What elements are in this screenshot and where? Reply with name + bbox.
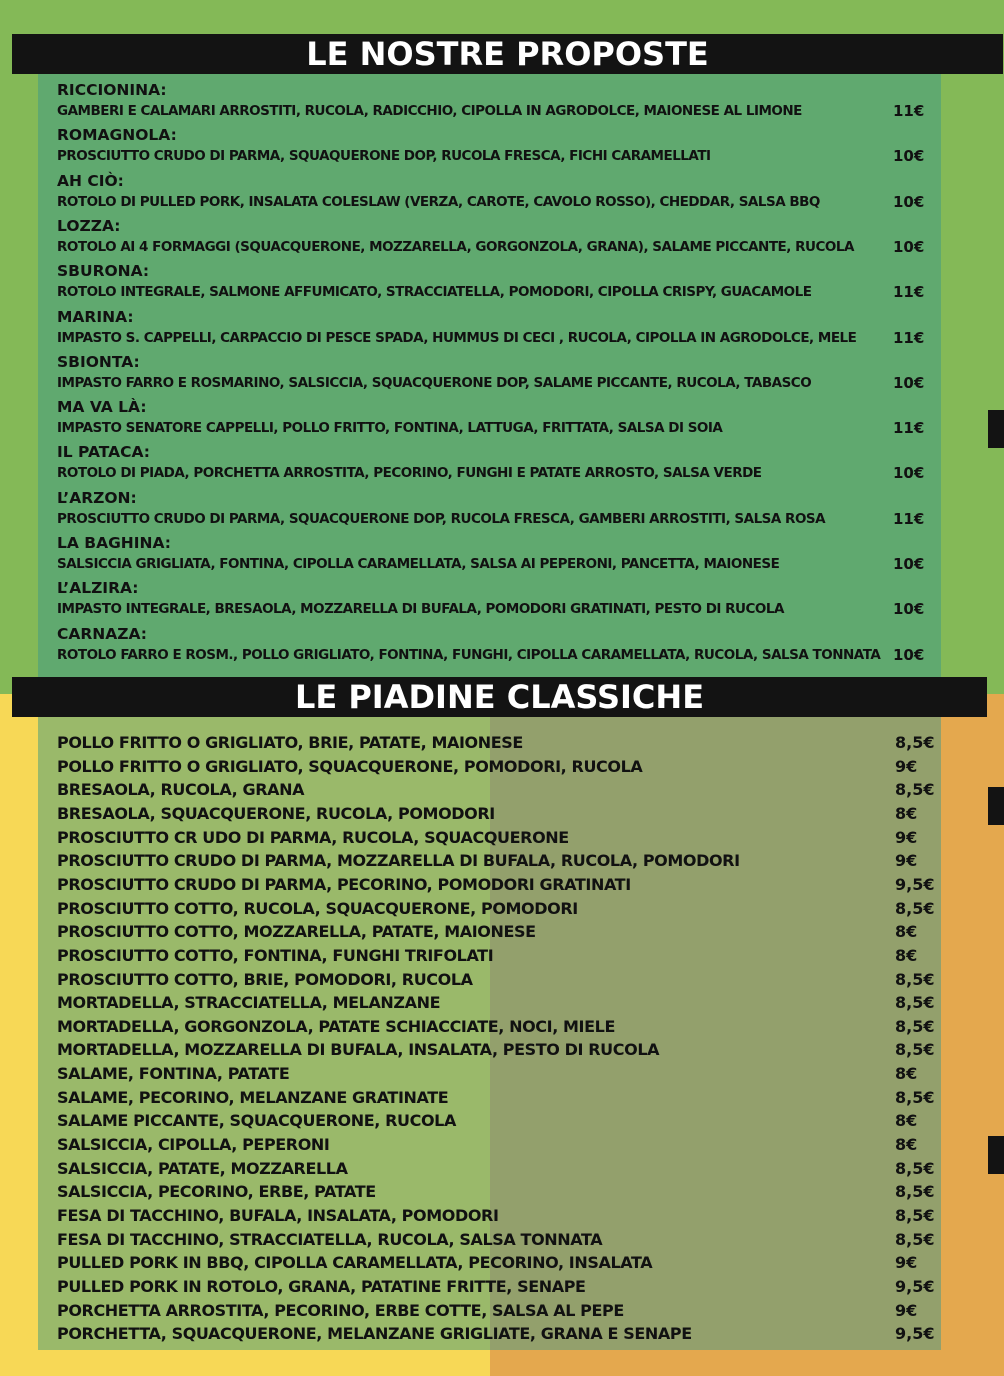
- menu-item-price: 10€: [893, 600, 925, 619]
- menu-item-price: 10€: [893, 555, 925, 573]
- classic-item-price: 8,5€: [895, 1182, 935, 1202]
- classic-item: [57, 1204, 937, 1227]
- classic-item-price: 8,5€: [895, 780, 935, 800]
- menu-item-description: ROTOLO AI 4 FORMAGGI (SQUACQUERONE, MOZZARELLA, GORGONZOLA, GRANA), SALAME PICCANTE, RUCOLA: [57, 238, 854, 255]
- menu-item: [57, 578, 937, 620]
- classic-item-description: PORCHETTA, SQUACQUERONE, MELANZANE GRIGLIATE, GRANA E SENAPE: [57, 1324, 692, 1344]
- menu-item-name: MA VA LÀ:: [57, 398, 147, 417]
- menu-item: [57, 352, 937, 394]
- classic-item-price: 8,5€: [895, 733, 935, 752]
- classic-item-description: SALAME, PECORINO, MELANZANE GRATINATE: [57, 1087, 449, 1107]
- classic-item-description: PULLED PORK IN BBQ, CIPOLLA CARAMELLATA, PECORINO, INSALATA: [57, 1253, 653, 1273]
- classic-item-description: PULLED PORK IN ROTOLO, GRANA, PATATINE FRITTE, SENAPE: [57, 1276, 586, 1296]
- classic-item-description: PROSCIUTTO CR UDO DI PARMA, RUCOLA, SQUACQUERONE: [57, 827, 569, 847]
- menu-item-description: ROTOLO DI PULLED PORK, INSALATA COLESLAW (VERZA, CAROTE, CAVOLO ROSSO), CHEDDAR, SALSA BBQ: [57, 193, 820, 210]
- classic-item-price: 8,5€: [895, 1087, 935, 1107]
- section-title-classiche: LE PIADINE CLASSICHE: [12, 677, 987, 717]
- classic-item: [57, 731, 937, 754]
- classic-item: [57, 897, 937, 920]
- menu-item-name: L’ALZIRA:: [57, 579, 139, 598]
- classic-item: [57, 849, 937, 872]
- classic-item: [57, 1015, 937, 1038]
- menu-item: [57, 624, 937, 666]
- classic-item: [57, 1109, 937, 1132]
- classic-item: [57, 826, 937, 849]
- classic-item-price: 9€: [895, 756, 918, 776]
- classic-item-price: 8,5€: [895, 993, 935, 1013]
- classic-item-price: 8,5€: [895, 1158, 935, 1178]
- classic-item-price: 8€: [895, 922, 918, 942]
- classic-item-description: PROSCIUTTO CRUDO DI PARMA, PECORINO, POMODORI GRATINATI: [57, 874, 631, 894]
- classic-item-price: 9€: [895, 851, 918, 871]
- menu-item-description: SALSICCIA GRIGLIATA, FONTINA, CIPOLLA CARAMELLATA, SALSA AI PEPERONI, PANCETTA, MAIONESE: [57, 556, 780, 572]
- menu-item-description: ROTOLO DI PIADA, PORCHETTA ARROSTITA, PECORINO, FUNGHI E PATATE ARROSTO, SALSA VERDE: [57, 465, 762, 482]
- classic-item: [57, 991, 937, 1014]
- classic-item-description: PROSCIUTTO CRUDO DI PARMA, MOZZARELLA DI BUFALA, RUCOLA, POMODORI: [57, 851, 740, 871]
- menu-item-description: IMPASTO SENATORE CAPPELLI, POLLO FRITTO, FONTINA, LATTUGA, FRITTATA, SALSA DI SOIA: [57, 420, 723, 437]
- classic-item-price: 9€: [895, 1300, 918, 1320]
- menu-item: [57, 125, 937, 167]
- classic-item: [57, 802, 937, 825]
- classic-item-price: 8,5€: [895, 969, 935, 989]
- menu-item-price: 11€: [893, 102, 925, 120]
- classic-item-price: 8€: [895, 1111, 918, 1131]
- menu-item: [57, 533, 937, 575]
- menu-item: [57, 261, 937, 303]
- classic-item-price: 8€: [895, 945, 918, 965]
- classic-item-price: 9€: [895, 1253, 918, 1273]
- menu-item-name: CARNAZA:: [57, 624, 147, 643]
- classic-item-description: POLLO FRITTO O GRIGLIATO, SQUACQUERONE, POMODORI, RUCOLA: [57, 756, 643, 776]
- classic-item-price: 9,5€: [895, 874, 935, 894]
- menu-item-price: 10€: [893, 147, 925, 166]
- classic-item-description: POLLO FRITTO O GRIGLIATO, BRIE, PATATE, MAIONESE: [57, 733, 523, 752]
- classic-item: [57, 920, 937, 943]
- classic-item: [57, 1086, 937, 1109]
- menu-item-description: IMPASTO FARRO E ROSMARINO, SALSICCIA, SQUACQUERONE DOP, SALAME PICCANTE, RUCOLA, TABASCO: [57, 374, 812, 391]
- classic-item: [57, 1038, 937, 1061]
- menu-item-description: GAMBERI E CALAMARI ARROSTITI, RUCOLA, RADICCHIO, CIPOLLA IN AGRODOLCE, MAIONESE AL LIMONE: [57, 103, 802, 119]
- menu-item-price: 10€: [893, 373, 925, 392]
- classic-item-description: PORCHETTA ARROSTITA, PECORINO, ERBE COTTE, SALSA AL PEPE: [57, 1300, 624, 1320]
- classic-item-description: BRESAOLA, RUCOLA, GRANA: [57, 780, 305, 800]
- classic-item: [57, 778, 937, 801]
- classic-item-price: 8,5€: [895, 898, 935, 918]
- section-title-proposte: LE NOSTRE PROPOSTE: [12, 34, 1003, 74]
- classic-item-price: 8,5€: [895, 1229, 935, 1249]
- menu-item-price: 11€: [893, 419, 925, 438]
- menu-item: [57, 397, 937, 439]
- classic-item-description: PROSCIUTTO COTTO, MOZZARELLA, PATATE, MAIONESE: [57, 922, 536, 942]
- classic-item-description: SALSICCIA, CIPOLLA, PEPERONI: [57, 1135, 330, 1155]
- classic-item: [57, 1228, 937, 1251]
- classic-item-price: 8,5€: [895, 1040, 935, 1060]
- classic-item-price: 9,5€: [895, 1324, 935, 1344]
- classic-item-price: 8€: [895, 803, 918, 823]
- menu-item-name: IL PATACA:: [57, 443, 150, 462]
- menu-item: [57, 171, 937, 213]
- menu-item-price: 10€: [893, 464, 925, 483]
- menu-item-price: 11€: [893, 283, 925, 302]
- side-tab: [988, 787, 1004, 825]
- classic-item: [57, 1299, 937, 1322]
- menu-item-price: 11€: [893, 328, 925, 347]
- classic-item-description: FESA DI TACCHINO, BUFALA, INSALATA, POMODORI: [57, 1206, 499, 1225]
- side-tab: [988, 1136, 1004, 1174]
- classic-item-description: PROSCIUTTO COTTO, BRIE, POMODORI, RUCOLA: [57, 969, 473, 989]
- menu-item-description: ROTOLO FARRO E ROSM., POLLO GRIGLIATO, FONTINA, FUNGHI, CIPOLLA CARAMELLATA, RUCOLA, SALSA TONNATA: [57, 646, 881, 663]
- menu-item-name: SBIONTA:: [57, 352, 140, 371]
- menu-item-price: 10€: [893, 192, 925, 211]
- classic-item-description: PROSCIUTTO COTTO, FONTINA, FUNGHI TRIFOLATI: [57, 945, 494, 965]
- menu-item-name: LOZZA:: [57, 216, 121, 235]
- menu-item-description: PROSCIUTTO CRUDO DI PARMA, SQUAQUERONE DOP, RUCOLA FRESCA, FICHI CARAMELLATI: [57, 148, 711, 165]
- menu-item-name: AH CIÒ:: [57, 171, 124, 190]
- menu-item-description: IMPASTO S. CAPPELLI, CARPACCIO DI PESCE SPADA, HUMMUS DI CECI , RUCOLA, CIPOLLA IN AGRODOLCE, MELE: [57, 329, 857, 346]
- menu-item-name: MARINA:: [57, 307, 134, 326]
- menu-item-name: ROMAGNOLA:: [57, 126, 177, 145]
- classic-item-description: PROSCIUTTO COTTO, RUCOLA, SQUACQUERONE, POMODORI: [57, 898, 578, 918]
- classic-item-price: 8,5€: [895, 1016, 935, 1036]
- classic-item: [57, 1062, 937, 1085]
- menu-item-description: IMPASTO INTEGRALE, BRESAOLA, MOZZARELLA DI BUFALA, POMODORI GRATINATI, PESTO DI RUCOLA: [57, 601, 784, 618]
- menu-item-price: 11€: [893, 509, 925, 528]
- classic-item: [57, 873, 937, 896]
- classic-item-description: SALSICCIA, PATATE, MOZZARELLA: [57, 1158, 348, 1178]
- classic-item: [57, 755, 937, 778]
- classic-item-price: 8,5€: [895, 1206, 935, 1225]
- classic-item-description: MORTADELLA, GORGONZOLA, PATATE SCHIACCIATE, NOCI, MIELE: [57, 1016, 615, 1036]
- menu-item: [57, 488, 937, 530]
- menu-item-description: PROSCIUTTO CRUDO DI PARMA, SQUACQUERONE DOP, RUCOLA FRESCA, GAMBERI ARROSTITI, SALSA ROSA: [57, 510, 826, 527]
- menu-item-name: RICCIONINA:: [57, 81, 167, 99]
- classic-item-price: 8€: [895, 1135, 918, 1155]
- classic-item-description: SALAME PICCANTE, SQUACQUERONE, RUCOLA: [57, 1111, 456, 1131]
- menu-item-price: 10€: [893, 645, 925, 664]
- menu-item-name: SBURONA:: [57, 262, 150, 281]
- classic-item-price: 9€: [895, 827, 918, 847]
- classic-item: [57, 1322, 937, 1345]
- classic-item: [57, 1275, 937, 1298]
- classic-item: [57, 1180, 937, 1203]
- menu-item-name: LA BAGHINA:: [57, 534, 171, 552]
- classic-item-price: 8€: [895, 1064, 918, 1084]
- classic-item: [57, 1157, 937, 1180]
- classic-item: [57, 944, 937, 967]
- classic-item-description: SALAME, FONTINA, PATATE: [57, 1064, 290, 1084]
- menu-item-description: ROTOLO INTEGRALE, SALMONE AFFUMICATO, STRACCIATELLA, POMODORI, CIPOLLA CRISPY, GUACAMOLE: [57, 284, 812, 301]
- side-tab: [988, 410, 1004, 448]
- menu-item-name: L’ARZON:: [57, 488, 137, 507]
- classic-item-description: MORTADELLA, STRACCIATELLA, MELANZANE: [57, 993, 441, 1013]
- classic-item-description: BRESAOLA, SQUACQUERONE, RUCOLA, POMODORI: [57, 803, 495, 823]
- classic-item: [57, 968, 937, 991]
- menu-item: [57, 216, 937, 258]
- classic-item: [57, 1133, 937, 1156]
- menu-item: [57, 442, 937, 484]
- classic-item-price: 9,5€: [895, 1276, 935, 1296]
- classic-item-description: MORTADELLA, MOZZARELLA DI BUFALA, INSALATA, PESTO DI RUCOLA: [57, 1040, 660, 1060]
- classic-item: [57, 1251, 937, 1274]
- menu-item: [57, 80, 937, 122]
- classic-item-description: SALSICCIA, PECORINO, ERBE, PATATE: [57, 1182, 376, 1202]
- classic-item-description: FESA DI TACCHINO, STRACCIATELLA, RUCOLA, SALSA TONNATA: [57, 1229, 603, 1249]
- menu-item-price: 10€: [893, 237, 925, 256]
- menu-item: [57, 307, 937, 349]
